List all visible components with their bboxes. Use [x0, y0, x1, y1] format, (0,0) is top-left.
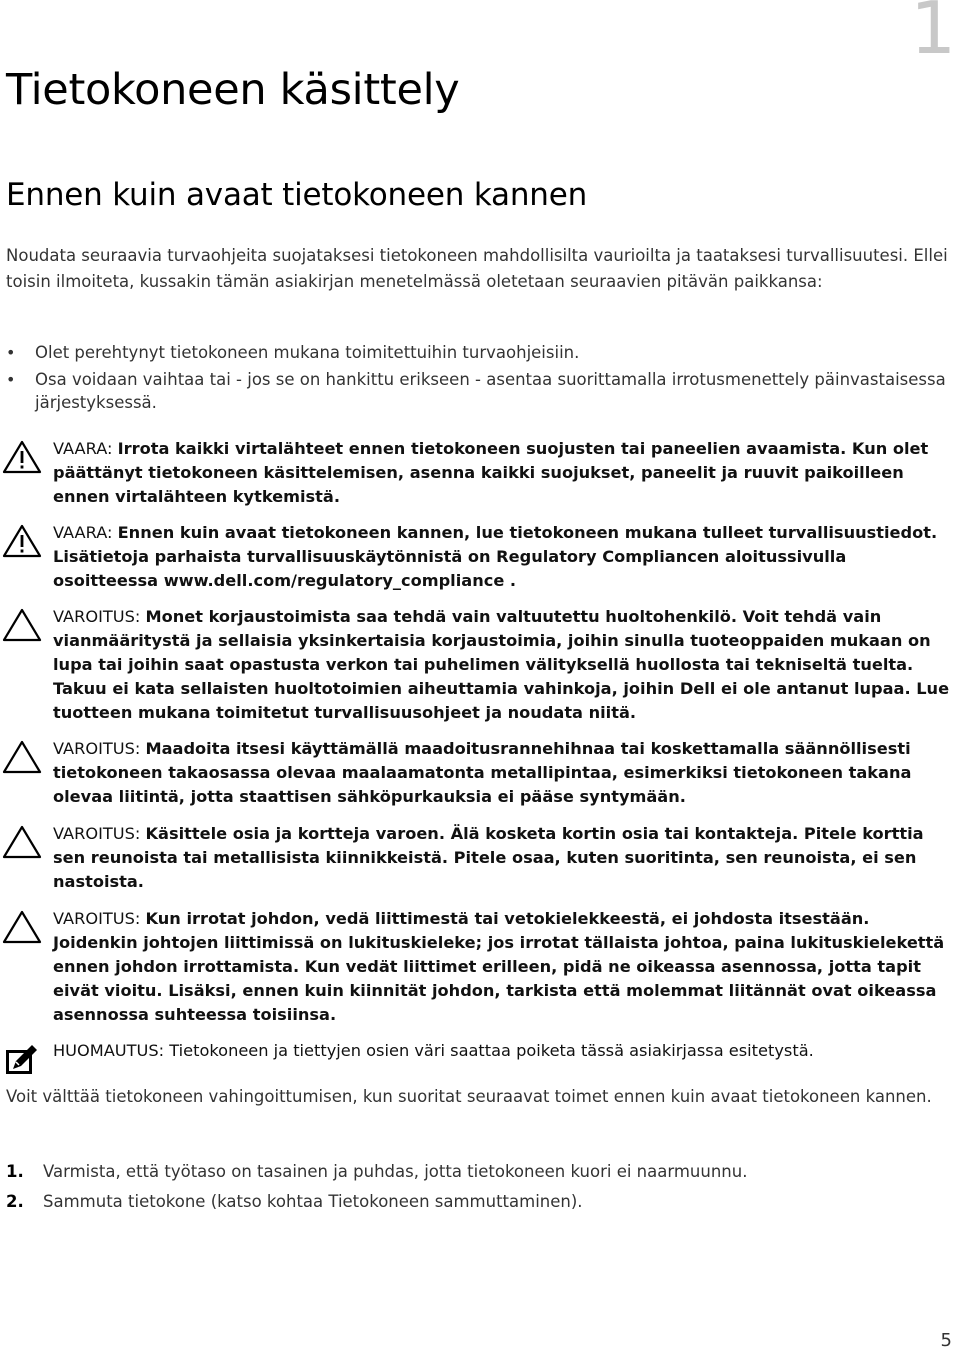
notice-text — [53, 737, 952, 809]
notice-label: VAARA: — [53, 439, 118, 458]
list-item — [6, 1190, 951, 1214]
notice-text — [53, 822, 952, 894]
list-item — [6, 368, 951, 414]
notice-text — [53, 1039, 952, 1063]
notice-body: Ennen kuin avaat tietokoneen kannen, lue tietokoneen mukana tulleet turvallisuustiedot. Lisätietoja parhaista turvallisuuskäytönnistä on Regulatory Compliancen aloitussivulla osoitteessa www.dell.com/regulatory_compliance . — [53, 523, 938, 591]
notice-label: VAROITUS: — [53, 824, 146, 843]
list-item-text: Olet perehtynyt tietokoneen mukana toimitettuihin turvaohjeisiin. — [35, 343, 580, 362]
notice-text — [53, 907, 952, 1027]
notice-text — [53, 521, 952, 593]
warning-triangle-icon — [2, 523, 42, 559]
prerequisite-list — [6, 341, 951, 418]
steps-list — [6, 1160, 951, 1220]
caution-notice — [2, 737, 952, 809]
bullet-icon: • — [6, 370, 16, 389]
caution-triangle-icon — [2, 607, 42, 643]
notice-label: VAROITUS: — [53, 607, 146, 626]
notice-label: VAROITUS: — [53, 739, 146, 758]
notice-label: HUOMAUTUS: — [53, 1041, 170, 1060]
note-notice — [2, 1039, 952, 1063]
notice-body: Irrota kaikki virtalähteet ennen tietokoneen suojusten tai paneelien avaamista. Kun olet päättänyt tietokoneen käsittelemisen, asenna kaikki suojukset, paneelit ja ruuvit paikoilleen ennen virtalähteen kytkemistä. — [53, 439, 929, 507]
danger-notice — [2, 521, 952, 593]
section-title: Ennen kuin avaat tietokoneen kannen — [6, 177, 588, 213]
step-text: Varmista, että työtaso on tasainen ja puhdas, jotta tietokoneen kuori ei naarmuunnu. — [43, 1162, 748, 1181]
danger-notice — [2, 437, 952, 509]
list-item — [6, 341, 951, 364]
notice-text — [53, 437, 952, 509]
chapter-number: 1 — [910, 0, 956, 70]
notice-body: Monet korjaustoimista saa tehdä vain valtuutettu huoltohenkilö. Voit tehdä vain vianmääritystä ja sellaisia yksinkertaisia korjaustoimia, joihin sinulla tuoteoppaiden mukaan on lupa tai joihin saat opastusta verkon tai puhelimen välityksellä huollosta tai tekniseltä tuelta. Takuu ei kata sellaisten huoltotoimien aiheuttamia vahinkoja, joihin Dell ei ole antanut lupaa. Lue tuotteen mukana toimitetut turvallisuusohjeet ja noudata niitä. — [53, 607, 950, 723]
caution-notice — [2, 822, 952, 894]
page-number: 5 — [940, 1330, 952, 1351]
caution-notice — [2, 907, 952, 1027]
caution-notice — [2, 605, 952, 725]
bullet-icon: • — [6, 343, 16, 362]
notice-text — [53, 605, 952, 725]
warning-triangle-icon — [2, 439, 42, 475]
step-text: Sammuta tietokone (katso kohtaa Tietokoneen sammuttaminen). — [43, 1192, 583, 1211]
caution-triangle-icon — [2, 739, 42, 775]
notice-body: Tietokoneen ja tiettyjen osien väri saattaa poiketa tässä asiakirjassa esitetystä. — [169, 1041, 814, 1060]
step-number: 2. — [6, 1192, 24, 1211]
chapter-title: Tietokoneen käsittely — [6, 65, 460, 115]
notice-label: VAROITUS: — [53, 909, 146, 928]
notice-label: VAARA: — [53, 523, 118, 542]
closing-paragraph: Voit välttää tietokoneen vahingoittumisen, kun suoritat seuraavat toimet ennen kuin avaat tietokoneen kannen. — [6, 1087, 932, 1106]
step-number: 1. — [6, 1162, 24, 1181]
pencil-note-icon — [2, 1041, 42, 1077]
intro-paragraph: Noudata seuraavia turvaohjeita suojataksesi tietokoneen mahdollisilta vaurioilta ja taataksesi turvallisuutesi. Ellei toisin ilmoiteta, kussakin tämän asiakirjan menetelmässä oletetaan seuraavien pitävän paikkansa: — [6, 246, 948, 291]
list-item — [6, 1160, 951, 1184]
caution-triangle-icon — [2, 909, 42, 945]
notice-body: Käsittele osia ja kortteja varoen. Älä kosketa kortin osia tai kontakteja. Pitele korttia sen reunoista tai metallisista kiinnikkeistä. Pitele osaa, kuten suoritinta, sen reunoista, ei sen nastoista. — [53, 824, 924, 892]
notice-body: Kun irrotat johdon, vedä liittimestä tai vetokielekkeestä, ei johdosta itsestään. Joidenkin johtojen liittimissä on lukituskieleke; jos irrotat tällaista johtoa, paina lukituskielekettä ennen johdon irrottamista. Kun vedät liittimet erilleen, pidä ne oikeassa asennossa, jotta tapit eivät vioitu. Lisäksi, ennen kuin kiinnität johdon, tarkista että molemmat liitännät ovat oikeassa asennossa suhteessa toisiinsa. — [53, 909, 945, 1025]
caution-triangle-icon — [2, 824, 42, 860]
notice-body: Maadoita itsesi käyttämällä maadoitusrannehihnaa tai koskettamalla säännöllisesti tietokoneen takaosassa olevaa maalaamatonta metallipintaa, esimerkiksi tietokoneen takana olevaa liitintä, jotta staattisen sähköpurkauksia ei pääse syntymään. — [53, 739, 912, 807]
list-item-text: Osa voidaan vaihtaa tai - jos se on hankittu erikseen - asentaa suorittamalla irrotusmenettely päinvastaisessa järjestyksessä. — [35, 370, 946, 412]
